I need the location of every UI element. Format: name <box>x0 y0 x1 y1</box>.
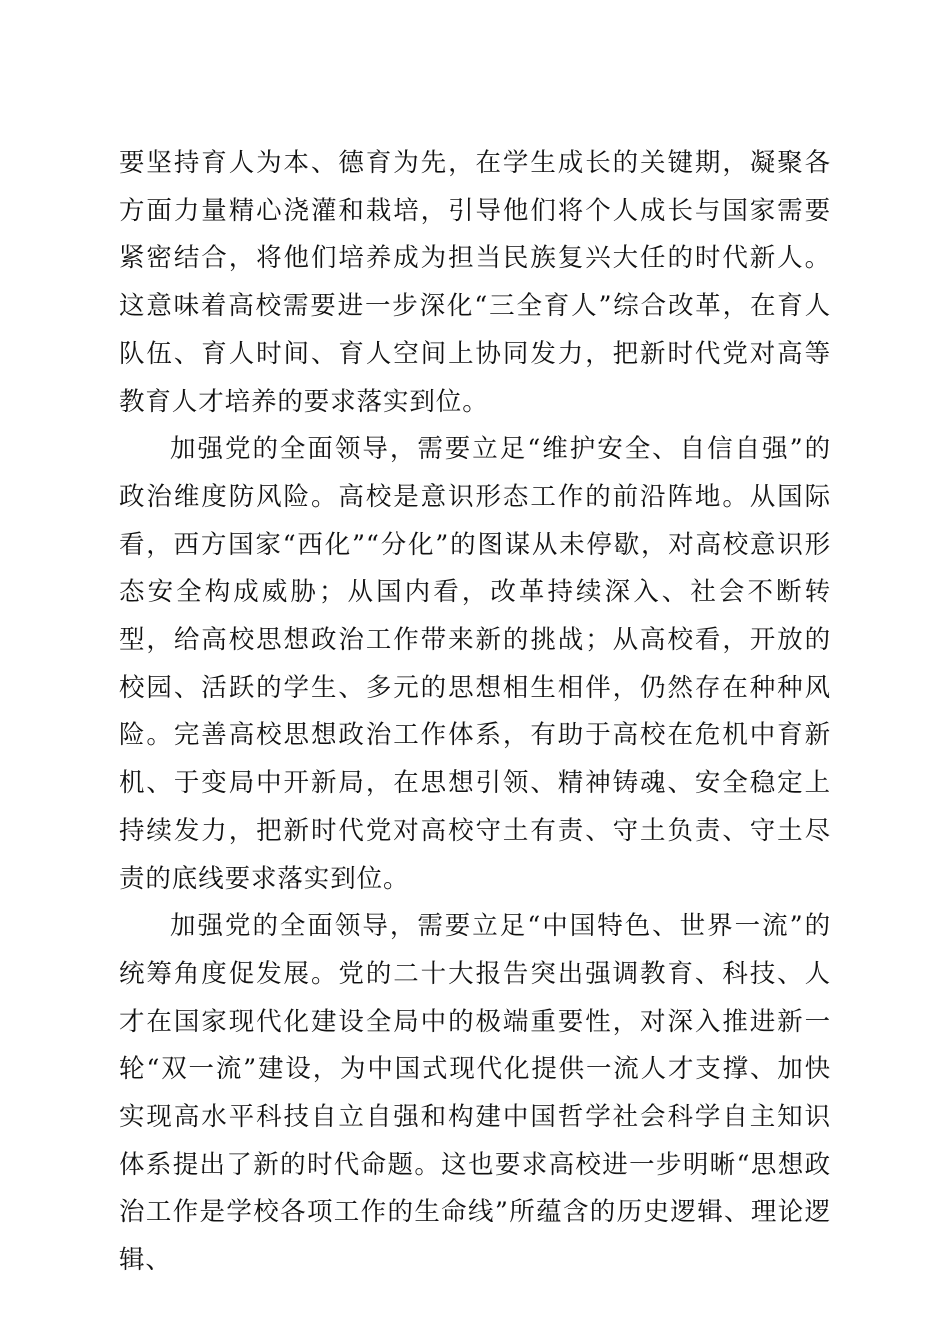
paragraph-2: 加强党的全面领导，需要立足“维护安全、自信自强”的政治维度防风险。高校是意识形态工作的前沿阵地。从国际看，西方国家“西化”“分化”的图谋从未停歇，对高校意识形态安全构成威胁；从国内看，改革持续深入、社会不断转型，给高校思想政治工作带来新的挑战；从高校看，开放的校园、活跃的学生、多元的思想相生相伴，仍然存在种种风险。完善高校思想政治工作体系，有助于高校在危机中育新机、于变局中开新局，在思想引领、精神铸魂、安全稳定上持续发力，把新时代党对高校守土有责、守土负责、守土尽责的底线要求落实到位。 <box>119 434 831 894</box>
paragraph-1: 要坚持育人为本、德育为先，在学生成长的关键期，凝聚各方面力量精心浇灌和栽培，引导他们将个人成长与国家需要紧密结合，将他们培养成为担当民族复兴大任的时代新人。这意味着高校需要进一步深化“三全育人”综合改革，在育人队伍、育人时间、育人空间上协同发力，把新时代党对高等教育人才培养的要求落实到位。 <box>119 148 831 417</box>
paragraph-3: 加强党的全面领导，需要立足“中国特色、世界一流”的统筹角度促发展。党的二十大报告突出强调教育、科技、人才在国家现代化建设全局中的极端重要性，对深入推进新一轮“双一流”建设，为中国式现代化提供一流人才支撑、加快实现高水平科技自立自强和构建中国哲学社会科学自主知识体系提出了新的时代命题。这也要求高校进一步明晰“思想政治工作是学校各项工作的生命线”所蕴含的历史逻辑、理论逻辑、 <box>119 911 831 1276</box>
document-body <box>119 140 831 1285</box>
